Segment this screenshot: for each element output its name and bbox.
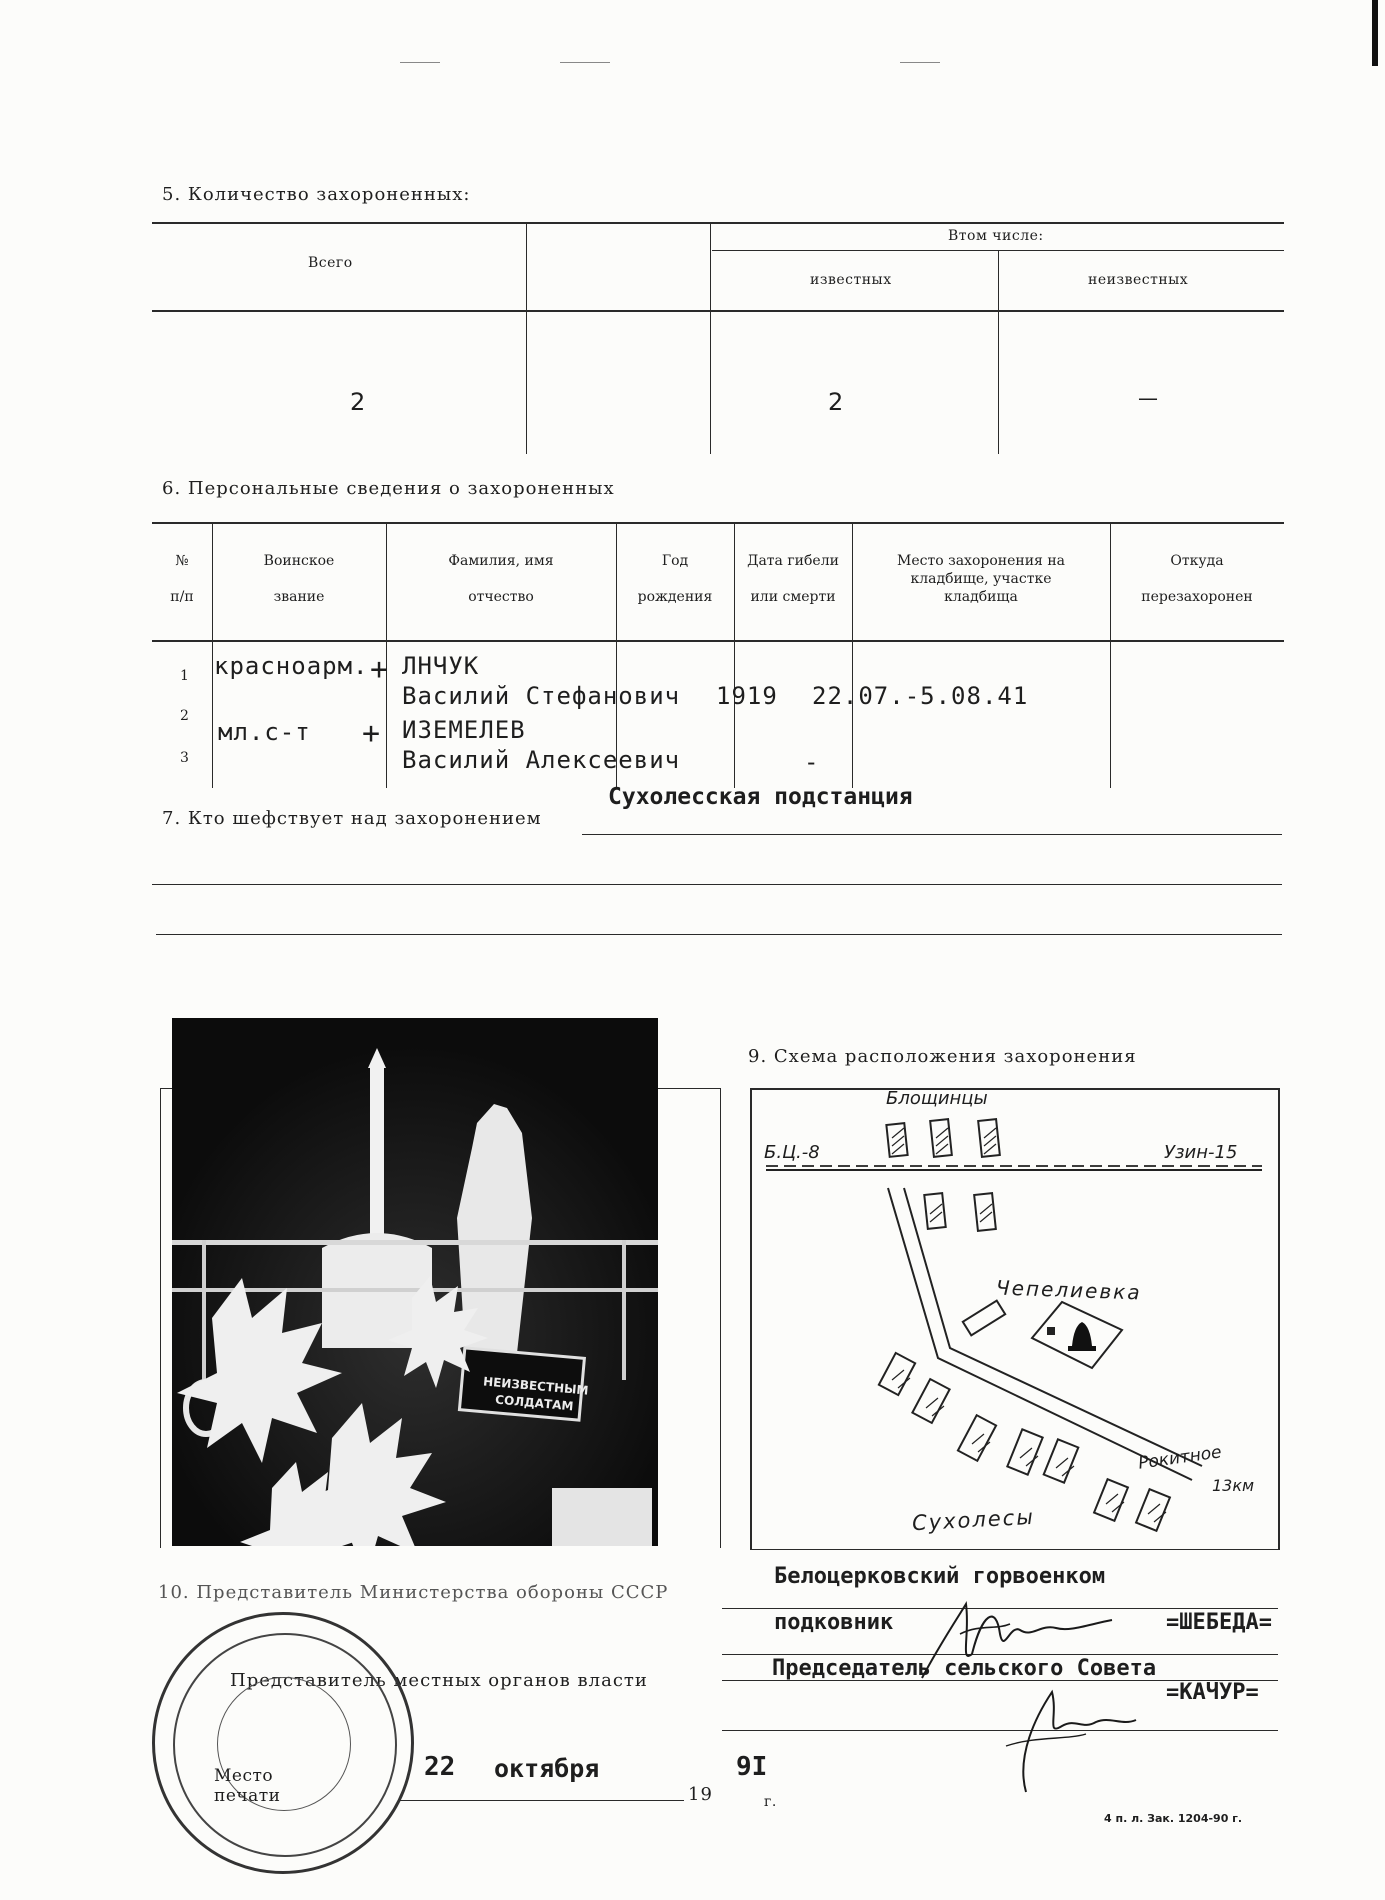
label-left: Б.Ц.-8 [764,1142,820,1163]
value-known: 2 [828,388,844,416]
edge-mark [1372,0,1378,66]
location-scheme [750,1088,1280,1550]
row1-death: 22.07.-5.08.41 [812,682,1029,710]
date-day: 22 [424,1752,456,1782]
top-mark [900,62,940,63]
row-number-2: 2 [180,708,190,724]
section10-label: 10. Представитель Министерства обороны СССР [158,1582,669,1603]
mod-rank: подковник [774,1610,894,1635]
header-total: Всего [308,255,353,271]
date-month: октября [494,1754,600,1783]
label-bottom: Сухолесы [911,1504,1036,1536]
label-distance: 13км [1212,1476,1255,1495]
row1-born: 1919 [716,682,778,710]
row1-given: Василий Стефанович [402,682,681,710]
date-century: 19 [688,1784,713,1805]
label-east: Рокитное [1137,1442,1223,1474]
row1-surname: ЛНЧУК [402,652,480,680]
header-in-that: Втом числе: [948,228,1044,244]
memorial-photo [172,1018,658,1546]
row2-born: - [804,748,820,776]
header-place: Место захоронения на кладбище, участке кладбища [896,553,1066,605]
header-known: известных [810,272,892,288]
section5-title: 5. Количество захороненных: [162,184,471,205]
mod-name: =ШЕБЕДА= [1166,1610,1272,1635]
header-rank: Воинское звание [263,553,335,605]
section7-label: 7. Кто шефствует над захоронением [162,808,542,829]
label-right: Узин-15 [1164,1142,1238,1163]
top-mark [400,62,440,63]
local-name: =КАЧУР= [1166,1680,1259,1705]
local-authority-label: Представитель местных органов власти [230,1670,648,1691]
section6-title: 6. Персональные сведения о захороненных [162,478,615,499]
date-suffix: г. [764,1794,777,1810]
blank-line [156,934,1282,935]
section7-line [582,834,1282,835]
row-number-1: 1 [180,668,190,684]
local-position: Председатель сельского Совета [772,1656,1157,1681]
value-unknown: — [1138,386,1158,410]
top-mark [560,62,610,63]
header-name: Фамилия, имя отчество [448,553,554,605]
mod-organization: Белоцерковский горвоенком [774,1564,1106,1589]
header-born: Год рождения [637,553,713,605]
date-line [400,1800,684,1801]
photo-frame-left [160,1088,161,1548]
signature-mod [900,1594,1120,1684]
header-death: Дата гибели или смерти [747,553,839,605]
row2-given: Василий Алексеевич [402,746,681,774]
row-number-3: 3 [180,750,190,766]
cross-mark: + [370,652,390,687]
blank-line [152,884,1282,885]
signature-local [986,1676,1146,1796]
row2-surname: ИЗЕМЕЛЕВ [402,716,526,744]
date-year: 9I [736,1752,768,1782]
row1-rank: красноарм. [214,652,369,680]
row2-rank: мл.с-т [218,718,311,746]
section9-title: 9. Схема расположения захоронения [748,1046,1137,1067]
section7-value: Сухолесская подстанция [608,784,913,810]
label-village: Чепелиевка [995,1275,1142,1305]
label-top: Блощинцы [886,1088,988,1109]
photo-frame-right [720,1088,721,1548]
header-from: Откуда перезахоронен [1141,553,1253,605]
header-unknown: неизвестных [1088,272,1189,288]
print-note: 4 п. л. Зак. 1204-90 г. [1104,1812,1243,1825]
value-total: 2 [350,388,366,416]
cross-mark: + [362,716,382,751]
header-num: № п/п [170,553,194,605]
stamp-label: Место печати [214,1766,281,1806]
official-stamp [152,1612,414,1874]
plaque-inscription: НЕИЗВЕСТНЫМ СОЛДАТАМ [482,1374,589,1414]
